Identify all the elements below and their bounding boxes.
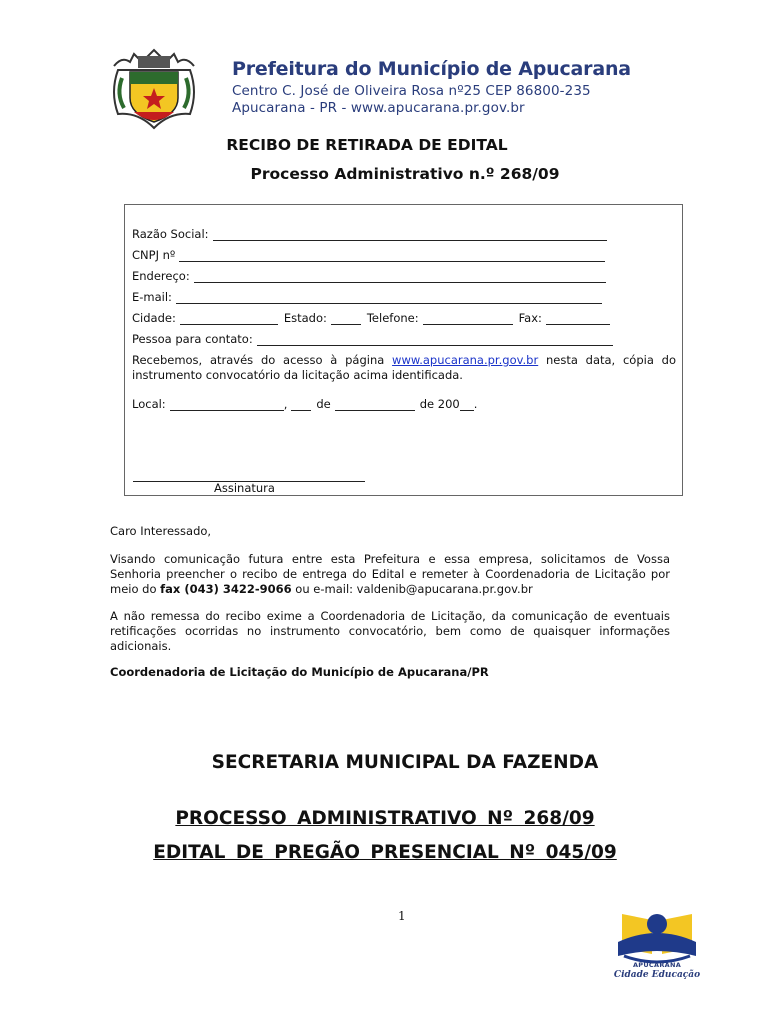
estado-field[interactable] (331, 313, 361, 325)
municipal-coat-of-arms-icon (108, 42, 200, 134)
telefone-field[interactable] (423, 313, 513, 325)
receipt-title: RECIBO DE RETIRADA DE EDITAL (226, 136, 508, 154)
endereco-row (132, 269, 606, 283)
cidade-field[interactable] (180, 313, 278, 325)
cidade-label: Cidade: (132, 311, 176, 325)
local-label: Local: (132, 397, 166, 411)
local-period: . (473, 397, 478, 411)
endereco-field[interactable] (194, 271, 606, 283)
municipality-city-site: Apucarana - PR - www.apucarana.pr.gov.br (232, 100, 525, 116)
greeting: Caro Interessado, (110, 524, 212, 538)
receipt-text-pre: Recebemos, através do acesso à página (132, 353, 393, 367)
signoff: Coordenadoria de Licitação do Município de Apucarana/PR (110, 665, 489, 679)
signature-label: Assinatura (214, 481, 275, 495)
footer-logo-slogan: Cidade Educação (613, 970, 701, 980)
contato-label: Pessoa para contato: (132, 332, 253, 346)
telefone-label: Telefone: (366, 311, 419, 325)
year-field[interactable] (460, 399, 474, 411)
de-label-2: de 200 (419, 397, 460, 411)
receipt-text-post: nesta data, cópia do instrumento convocatório da licitação acima identificada. (132, 353, 676, 382)
instructions-paragraph (110, 552, 670, 597)
local-field[interactable] (170, 399, 284, 411)
page-number: 1 (398, 909, 406, 923)
secretaria-title: SECRETARIA MUNICIPAL DA FAZENDA (211, 752, 599, 773)
cnpj-row (132, 248, 605, 262)
fax-field[interactable] (546, 313, 610, 325)
instructions-post: ou e-mail: valdenib@apucarana.pr.gov.br (291, 582, 533, 596)
cnpj-field[interactable] (179, 250, 605, 262)
apucarana-link[interactable]: www.apucarana.pr.gov.br (392, 353, 539, 367)
footer-logo-name: APUCARANA (632, 961, 682, 969)
contato-row (132, 332, 613, 346)
local-comma: , (283, 397, 288, 411)
email-field[interactable] (176, 292, 602, 304)
edital-title: EDITAL DE PREGÃO PRESENCIAL Nº 045/09 (153, 842, 617, 863)
local-row (132, 397, 477, 411)
contato-field[interactable] (257, 334, 613, 346)
cnpj-label: CNPJ nº (132, 248, 176, 262)
estado-label: Estado: (283, 311, 327, 325)
cidade-row (132, 311, 610, 325)
fax-number: fax (043) 3422-9066 (160, 582, 292, 596)
processo-title: PROCESSO ADMINISTRATIVO Nº 268/09 (175, 808, 595, 829)
fax-label: Fax: (518, 311, 542, 325)
instructions-pre: Visando comunicação futura entre esta Prefeitura e essa empresa, solicitamos de Vossa Senhoria preencher o recibo de entrega do Edital e remeter à Coordenadoria de Licitação por meio do (110, 552, 670, 596)
email-row (132, 290, 602, 304)
razao-social-field[interactable] (213, 229, 607, 241)
municipality-address: Centro C. José de Oliveira Rosa nº25 CEP 86800-235 (232, 83, 591, 99)
day-field[interactable] (291, 399, 311, 411)
razao-social-label: Razão Social: (132, 227, 209, 241)
disclaimer-paragraph: A não remessa do recibo exime a Coordenadoria de Licitação, da comunicação de eventuais retificações ocorridas no instrumento convocatório, bem como de quaisquer informações adicionais. (110, 609, 670, 653)
process-number: Processo Administrativo n.º 268/09 (250, 165, 560, 183)
razao-social-row (132, 227, 607, 241)
de-label-1: de (316, 397, 331, 411)
municipality-title: Prefeitura do Município de Apucarana (232, 58, 631, 80)
receipt-statement (132, 353, 676, 383)
receipt-form (124, 204, 683, 496)
email-label: E-mail: (132, 290, 172, 304)
month-field[interactable] (335, 399, 415, 411)
endereco-label: Endereço: (132, 269, 190, 283)
